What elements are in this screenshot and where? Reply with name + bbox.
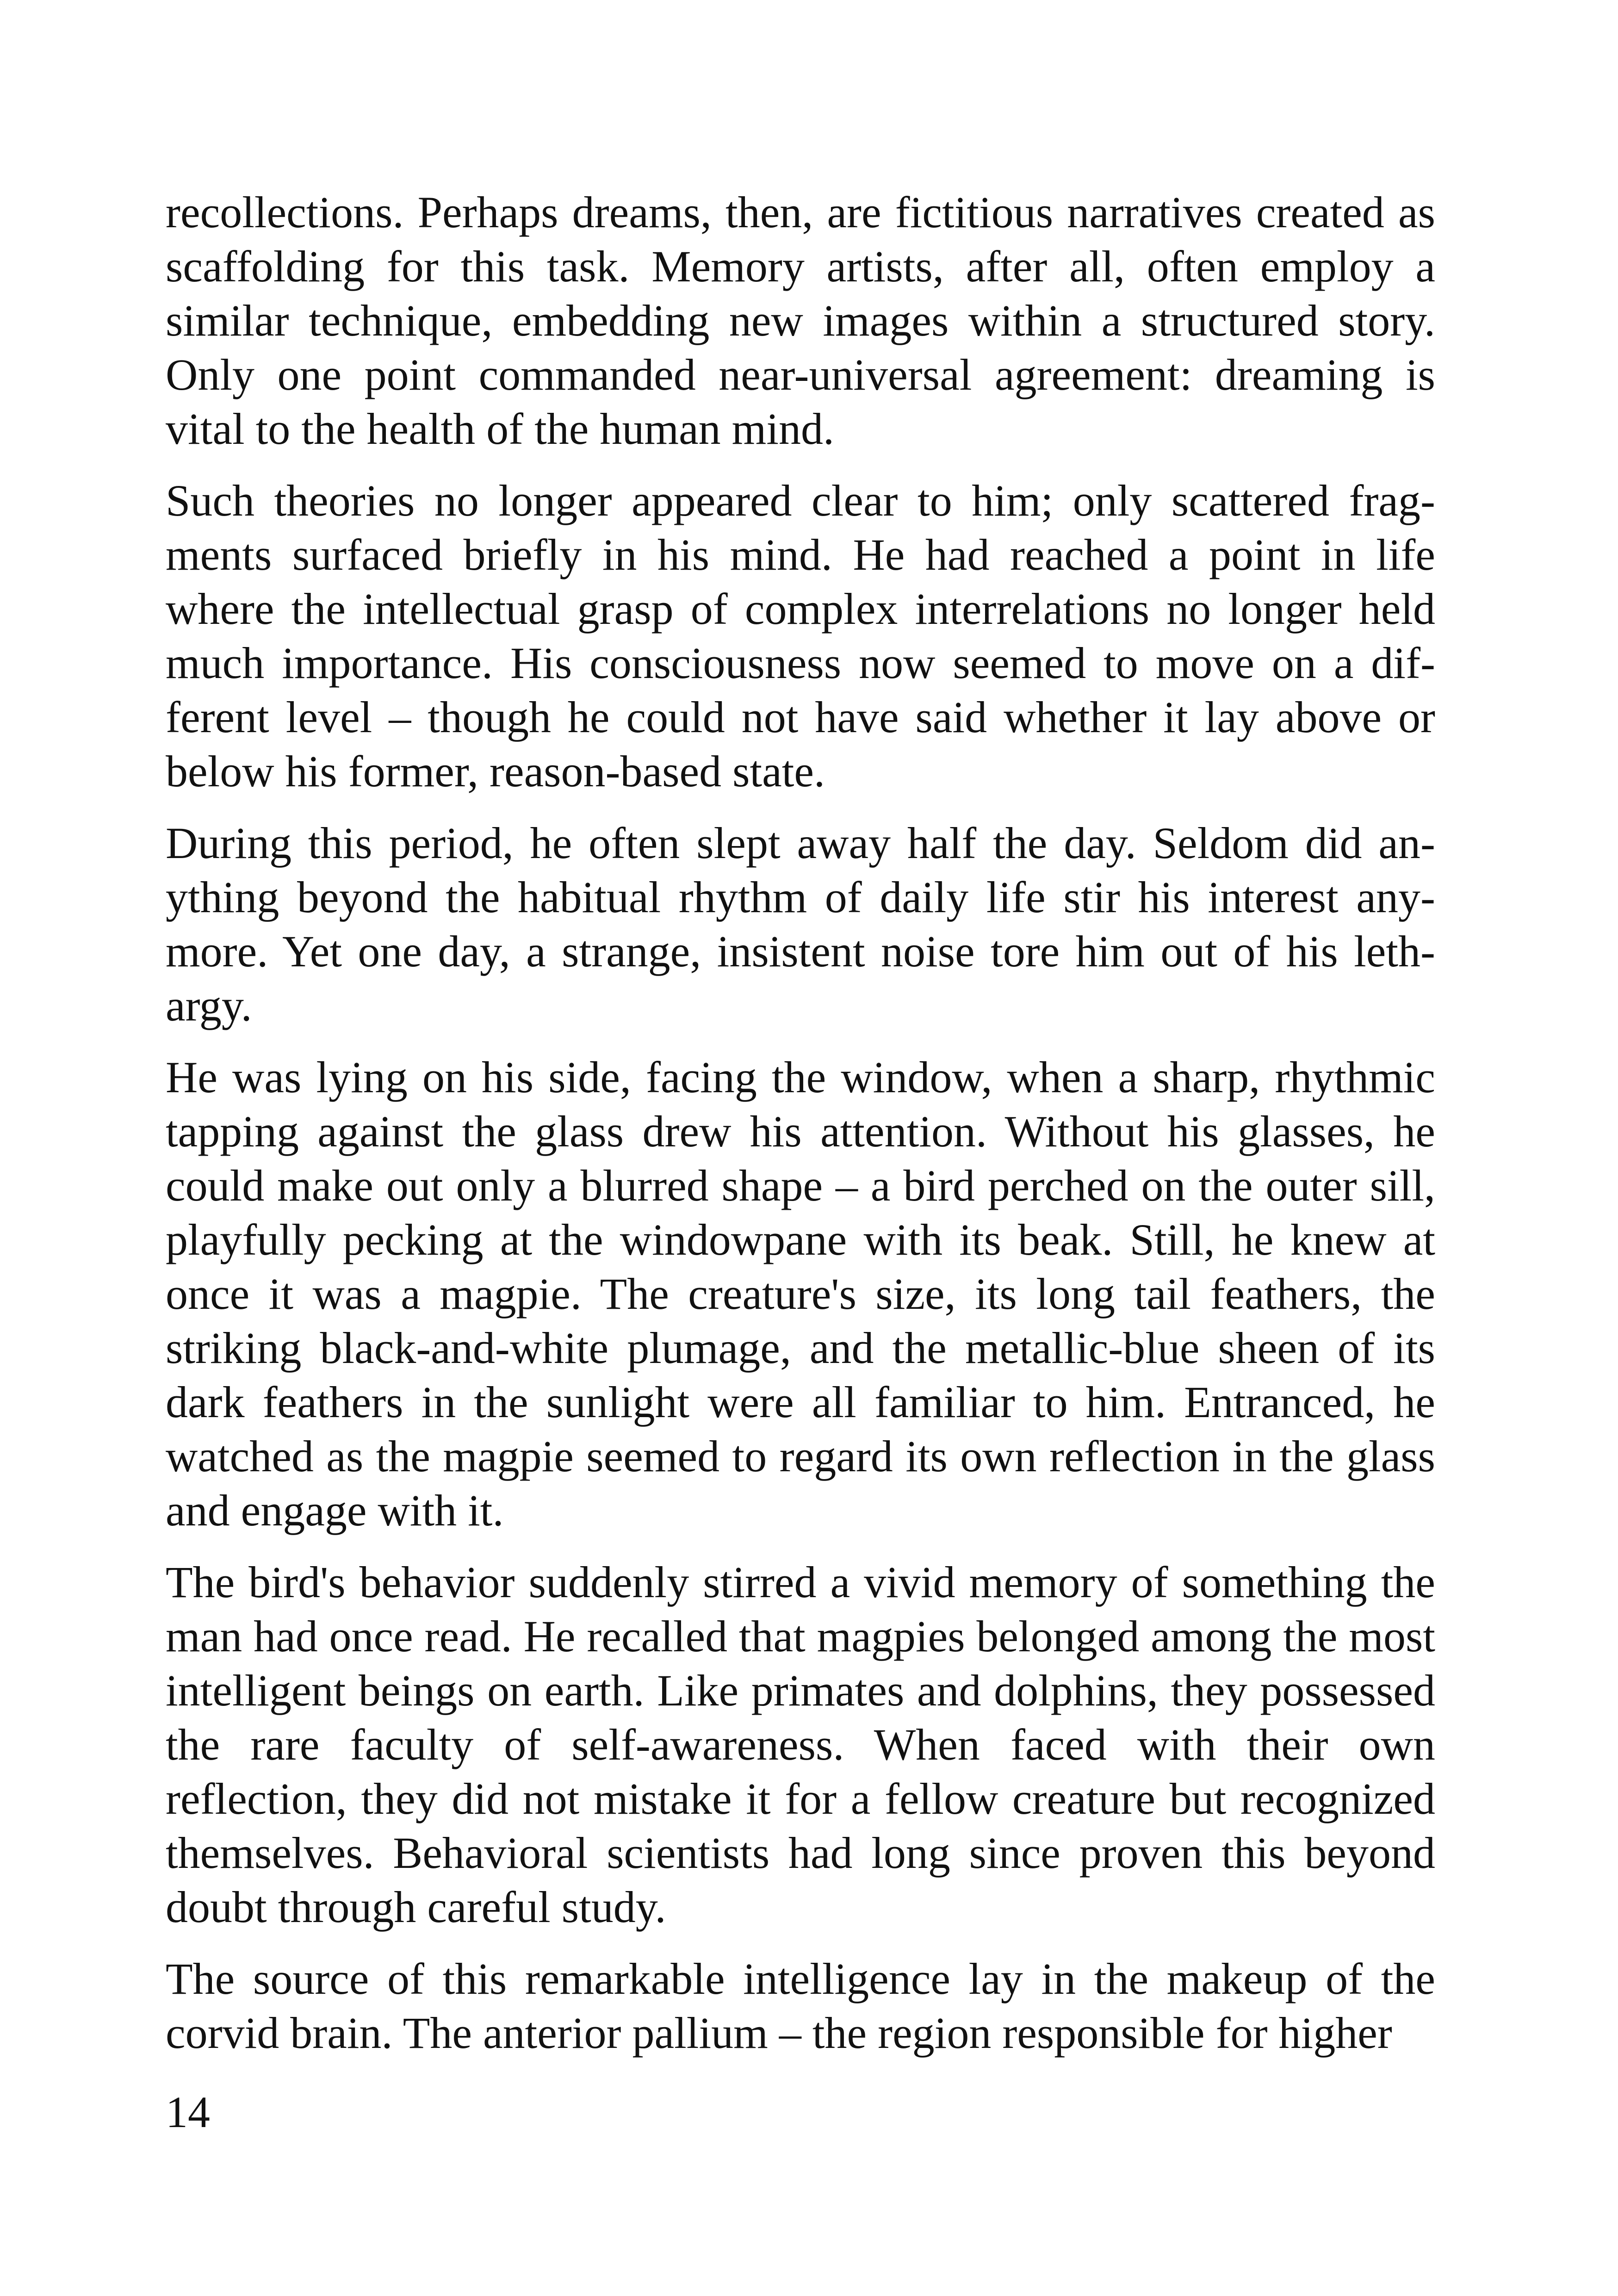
body-text: [166, 185, 1435, 2078]
paragraph-6: The source of this remarkable intelligence lay in the makeup of the corvid brain. The anterior pallium – the region responsible for higher: [166, 1954, 1435, 2058]
paragraph-1: recollections. Perhaps dreams, then, are fictitious narratives created as scaffolding for this task. Memory artists, after all, often employ a similar technique, embedding new images within a structured story. Only one point commanded near-universal agreement: dreaming is vital to the health of the human mind.: [166, 187, 1435, 454]
paragraph-4: He was lying on his side, facing the window, when a sharp, rhythmic tapping against the glass drew his attention. Without his glasses, he could make out only a blurred shape – a bird perched on the outer sill, playfully pecking at the windowpane with its beak. Still, he knew at once it was a magpie. The creature's size, its long tail feathers, the striking black-and-white plumage, and the metallic-blue sheen of its dark feathers in the sunlight were all familiar to him. Entranced, he watched as the magpie seemed to regard its own reflection in the glass and engage with it.: [166, 1052, 1435, 1535]
paragraph-2: Such theories no longer appeared clear to him; only scattered fragments surfaced briefly in his mind. He had reached a point in life where the intellectual grasp of complex interrelations no longer held much importance. His consciousness now seemed to move on a different level – though he could not have said whether it lay above or below his former, reason-based state.: [166, 476, 1435, 796]
paragraph-3: During this period, he often slept away half the day. Seldom did anything beyond the habitual rhythm of daily life stir his interest anymore. Yet one day, a strange, insistent noise tore him out of his lethargy.: [166, 818, 1435, 1030]
page-number: 14: [166, 2087, 210, 2137]
paragraph-5: The bird's behavior suddenly stirred a vivid memory of something the man had once read. He recalled that magpies belonged among the most intelligent beings on earth. Like primates and dolphins, they possessed the rare faculty of self-awareness. When faced with their own reflection, they did not mistake it for a fellow creature but recognized themselves. Behavioral scientists had long since proven this beyond doubt through careful study.: [166, 1557, 1435, 1932]
